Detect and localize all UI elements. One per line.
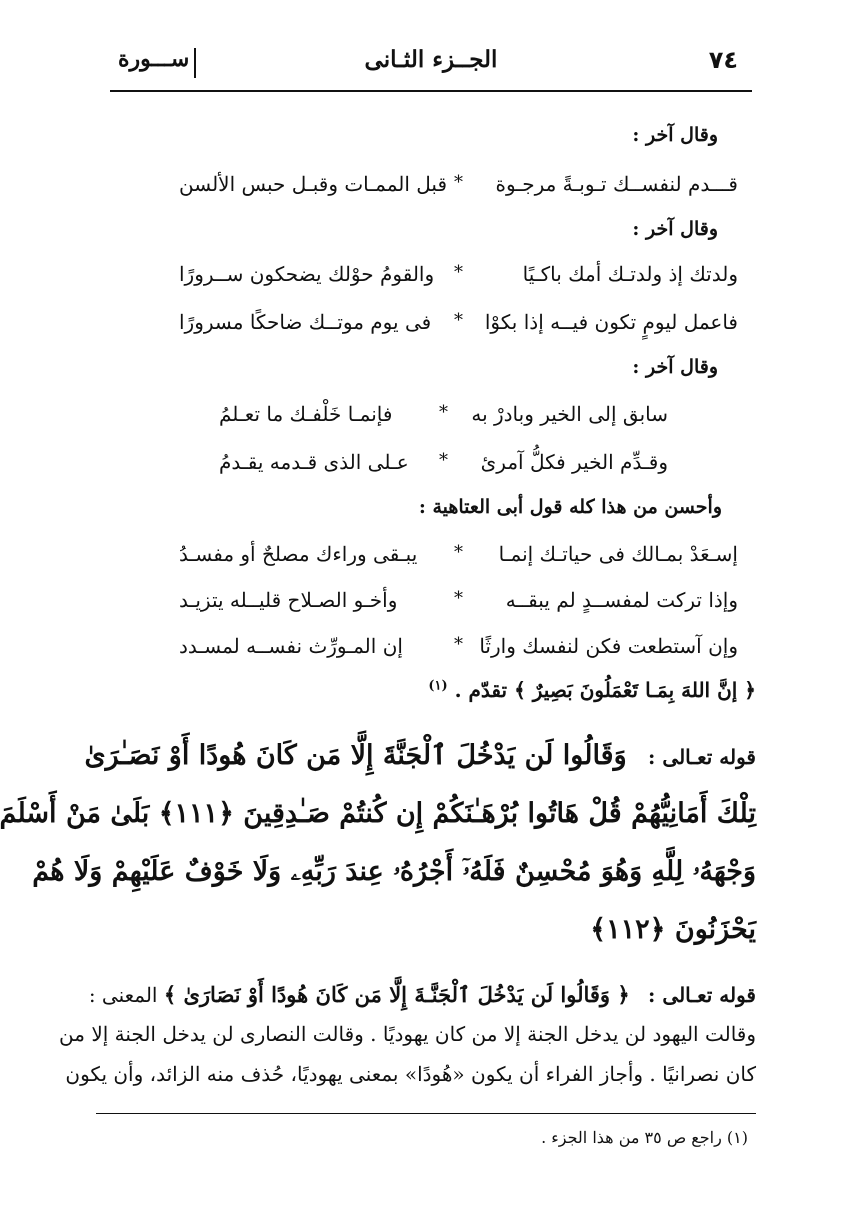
footnote-rule [96,1113,756,1114]
verse-line [179,262,738,302]
verse-first-hemistich: إسـعَدْ بمـالك فى حياتـك إنمـا [498,542,738,566]
verse-first-hemistich: وقـدِّم الخير فكلُّ آمرئ [480,450,668,474]
quran-verse-block [0,740,756,962]
verse-first-hemistich: وإن آستطعت فكن لنفسك وارثًا [479,634,738,658]
verse-second-hemistich: يبـقى وراءك مصلحٌ أو مفسـدُ [179,542,418,566]
commentary-lead: قوله تعـالى : [648,983,756,1007]
verse-separator: * [454,310,463,331]
verse-first-hemistich: سابق إلى الخير وبادرْ به [471,402,668,426]
poem-intro: وقال آخر : [632,124,718,146]
page-header [110,40,752,88]
verse-separator: * [454,588,463,609]
verse-line [179,588,738,628]
verse-second-hemistich: عـلى الذى قـدمه يقـدمُ [219,450,409,474]
poem-intro: وقال آخر : [632,218,718,240]
commentary-line [88,982,756,1007]
poem-intro: وقال آخر : [632,356,718,378]
commentary-quote: ﴿ وَقَالُوا لَن يَدْخُلَ ٱلْجَنَّـةَ إِلَّا مَن كَانَ هُودًا أَوْ نَصَارَىٰ ﴾ [163,982,630,1007]
verse-separator: * [439,450,448,471]
verse-second-hemistich: قبل الممـات وقبـل حبس الألسن [179,172,448,196]
verse-line [219,402,668,442]
verse-line [219,450,668,490]
page-number: ٧٤ [708,46,738,74]
poem-intro: وأحسن من هذا كله قول أبى العتاهية : [418,496,722,518]
running-title: الجــزء الثـانى [364,46,498,73]
quran-line: وَجْهَهُۥ لِلَّهِ وَهُوَ مُحْسِنٌ فَلَهُۥٓ أَجْرُهُۥ عِندَ رَبِّهِۦ وَلَا خَوْفٌ عَلَيْهِمْ وَلَا هُمْ [32,856,756,887]
commentary-line: كان نصرانيًا . وأجاز الفراء أن يكون «هُودًا» بمعنى يهوديًا، حُذف منه الزائد، وأن يكون [65,1062,756,1086]
quran-lead: قوله تعـالى : [648,745,756,769]
commentary-line: وقالت اليهود لن يدخل الجنة إلا من كان يهوديًا . وقالت النصارى لن يدخل الجنة إلا من [59,1022,756,1046]
verse-separator: * [454,634,463,655]
verse-line [179,310,738,350]
quran-line: تِلْكَ أَمَانِيُّهُمْ قُلْ هَاتُوا بُرْهَـٰنَكُمْ إِن كُنتُمْ صَـٰدِقِينَ ﴿١١١﴾ بَلَىٰ مَنْ أَسْلَمَ [0,798,756,829]
verse-second-hemistich: والقومُ حوْلك يضحكون ســرورًا [179,262,435,286]
verse-second-hemistich: فى يوم موتــك ضاحكًا مسرورًا [179,310,432,334]
verse-line [179,634,738,674]
verse-separator: * [454,542,463,563]
verse-line [179,172,738,212]
quran-text: وَقَالُوا لَن يَدْخُلَ ٱلْجَنَّةَ إِلَّا مَن كَانَ هُودًا أَوْ نَصَـٰرَىٰ [84,740,627,771]
verse-first-hemistich: فاعمل ليومٍ تكون فيــه إذا بكوْا [484,310,738,334]
header-separator [194,48,196,78]
quran-line: يَحْزَنُونَ ﴿١١٢﴾ [590,914,756,945]
verse-first-hemistich: قـــدم لنفســك تـوبـةً مرجـوة [495,172,738,196]
verse-second-hemistich: إن المـورِّث نفســه لمسـدد [179,634,403,658]
footnote: (١) راجع ص ٣٥ من هذا الجزء . [541,1128,748,1147]
verse-first-hemistich: ولدتك إذ ولدتـك أمك باكـيًا [522,262,738,286]
reference-text: ﴿ إنَّ اللهَ بِمَـا تَعْمَلُونَ بَصِيرٌ ﴾ تقدّم . [454,678,756,702]
verse-line [179,542,738,582]
footnote-marker: (١) [428,678,448,694]
verse-separator: * [439,402,448,423]
commentary-quote-tail: المعنى : [88,983,158,1007]
header-rule [110,90,752,92]
verse-separator: * [454,262,463,283]
verse-second-hemistich: وأخـو الصـلاح قليــله يتزيـد [179,588,398,612]
verse-second-hemistich: فإنمـا خَلْفـك ما تعـلمُ [219,402,393,426]
quran-line [84,740,756,771]
quran-reference-line [428,678,756,702]
surah-label: ســـورة [118,46,190,72]
verse-separator: * [454,172,463,193]
verse-first-hemistich: وإذا تركت لمفســدٍ لم يبقــه [505,588,738,612]
